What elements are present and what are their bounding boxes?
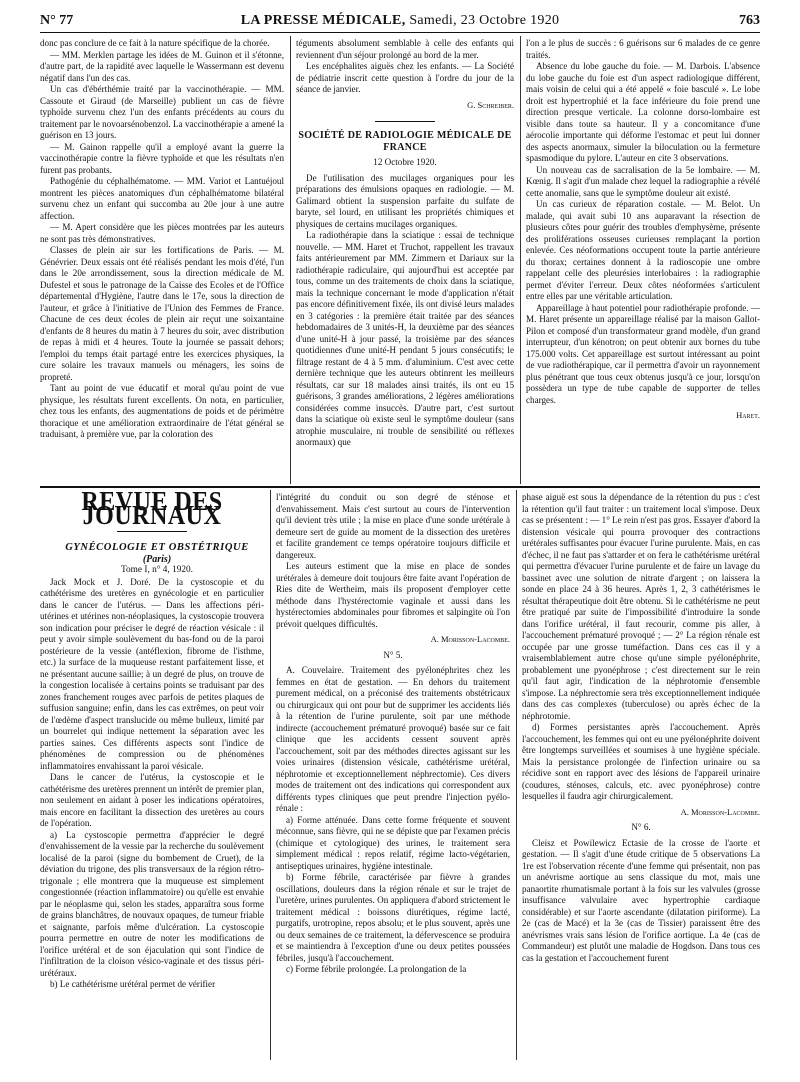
- paragraph: De l'utilisation des mucilages organiques pour les préparations des émulsions opaques en radiologie. — M. Galimard obtient la suspension parfaite du sulfate de baryte, sel lourd, en utilisant les propriétés chimiques et physiques de certains mucilages organiques.: [296, 172, 514, 229]
- paragraph: b) Le cathétérisme urétéral permet de vérifier: [50, 979, 216, 989]
- bottom-column-1: [40, 492, 264, 1066]
- paragraph: La radiothérapie dans la sciatique : essai de technique nouvelle. — MM. Haret et Truchot, rappellent les travaux faits antérieurement par MM. Zimmern et Dariaux sur la radiothérapie radiculaire, qui aujourd'hui est acceptée par tous, comme un des traitements de choix dans la sciatique, mais la technique concernant le mode d'application n'était pas encore définitivement fixée, ils ont divisé leurs malades en 3 catégories : la première était traitée par des séances hebdomadaires de 3 unités-H, la deuxième par des séances d'une unité-H à jour passé, la troisième par des séances quotidiennes d'une unité-H pendant 5 jours consécutifs; le filtrage restant de 4 à 5 mm. d'aluminium. C'est avec cette dernière technique que les auteurs obtinrent les meilleurs résultats, car sur 18 malades ainsi traités, ils ont eu 15 guérisons, 3 grandes améliorations, 2 légères améliorations considérées comme insuccès. D'autre part, c'est surtout dans la sciatique où existe seul le symptôme douleur (sans atrophie musculaire, ni trouble de sensibilité ou réflexes anormaux) que: [296, 230, 514, 447]
- paragraph: a) La cystoscopie permettra d'apprécier le degré d'envahissement de la vessie par la recherche du soulèvement localisé de la paroi (signe du bombement de Cruet), de la déviation du trigone, des plis transversaux de la région rétro-trigonale ; elle montrera que la muqueuse est simplement congestionnée (réaction inflammatoire) ou qu'elle est envahie par le néoplasme qui, selon les stades, apparaîtra sous forme de grains blanchâtres, de nouvaux opaques, de tumeur friable et saignante, parfois même d'ulcération. La cystoscopie pourra permettre en outre de noter les modifications de l'orifice urétéral et de son éjaculation qui sont l'indice de l'infiltration de la cloison vésico-vaginale et des tissus péri-urétéraux.: [40, 829, 264, 978]
- paragraph: — M. Gainon rappelle qu'il a employé avant la guerre la vaccinothérapie contre la fièvre typhoïde et que les résultats n'en furent pas probants.: [40, 141, 284, 175]
- bottom-column-3: [522, 492, 760, 1066]
- section-heading: SOCIÉTÉ DE RADIOLOGIE MÉDICALE DE FRANCE: [298, 130, 512, 153]
- paragraph: Appareillage à haut potentiel pour radiothérapie profonde. — M. Haret présente un appareillage réalisé par la maison Gallot-Pilon et composé d'un transformateur grand modèle, d'un grand interrupteur, d'un kénotron; on peut obtenir aux bornes du tube 175.000 volts. Cet appareillage est surtout intéressant au point de vue radiothérapique, car il permettra d'avoir un rayonnement plus pénétrant que tous ceux obtenus jusqu'à ce jour, lorsqu'on possèdera un type de tube capable de supporter de telles charges.: [526, 302, 760, 405]
- top-column-1: [40, 38, 284, 484]
- paragraph: l'intégrité du conduit ou son degré de sténose et d'envahissement. Mais c'est surtout au cours de l'intervention qu'il devient très utile ; la mise en place d'une sonde urétérale à demeure sert de guide au moment de la dissection des uretères et facilite grandement ce temps opératoire toujours difficile et dangereux.: [276, 492, 510, 560]
- paragraph: Classes de plein air sur les fortifications de Paris. — M. Génévrier. Deux essais ont été réalisés pendant les mois d'été, l'un dans le 20e arrondissement, sous la direction médicale de M. Dufestel et sous le patronage de la Caisse des Ecoles et de l'Office départemental d'Hygiène, l'autre dans le 17e, sous la direction de l'auteur, et grâce à l'initiative de l'Union des Femmes de France. Chacune de ces deux écoles de plein air reçut une soixantaine d'enfants de 8 heures du matin à 7 heures du soir, avec distribution de repas à midi et 4 heures. Toute la journée se passait dehors; l'emploi du temps était partagé entre les exercices physiques, la cure solaire les travaux manuels ou ménagers, les soins de propreté.: [40, 245, 284, 382]
- issue-number: N° 77: [40, 13, 74, 28]
- session-date: 12 Octobre 1920.: [373, 157, 437, 167]
- page-number: 763: [739, 13, 760, 28]
- paragraph: c) Forme fébrile prolongée. La prolongation de la: [286, 964, 467, 974]
- bottom-column-2: [276, 492, 510, 1066]
- journal-section: GYNÉCOLOGIE ET OBSTÉTRIQUE: [65, 542, 249, 553]
- paragraph: donc pas conclure de ce fait à la nature spécifique de la chorée.: [40, 38, 270, 48]
- paragraph: Les encéphalites aiguës chez les enfants. — La Société de pédiatrie inscrit cette question à l'ordre du jour de la séance de janvier.: [296, 61, 514, 94]
- paragraph: Cleisz et Powilewicz Ectasie de la crosse de l'aorte et gestation. — Il s'agit d'une étude critique de 5 observations La 1re est l'observation récente d'une femme qui présentait, non pas un anévrisme aortique au sens classique du mot, mais une panaortite rhumatismale portant à la fois sur les valvules (grosse insuffisance valvulaire avec hypertrophie cardiaque considérable) et sur l'aorte ascendante (dilatation piriforme). La 2e (cas de Macé) et la 3e (cas de Tissier) paraissent être des anévrismes vrais sans lésion de l'orifice aortique. La 4e (cas de Commandeur) est plutôt une maladie de Hogdson. Dans tous ces cas la gestation et l'accouchement furent: [522, 837, 760, 963]
- paragraph: Un nouveau cas de sacralisation de la 5e lombaire. — M. Kœnig. Il s'agit d'un malade chez lequel la radiographie a révélé cette anomalie, sans que le symptôme douleur ait existé.: [526, 164, 760, 198]
- paragraph: — MM. Merklen partage les idées de M. Guinon et il s'étonne, d'autre part, de la rapidité avec laquelle le Wassermann est devenu négatif dans l'un des cas.: [40, 49, 284, 83]
- signature: A. Morisson-Lacombe.: [680, 806, 760, 817]
- column-rule: [270, 490, 271, 1060]
- journal-name: LA PRESSE MÉDICALE,: [240, 13, 406, 28]
- masthead: [40, 13, 760, 29]
- paragraph: Les auteurs estiment que la mise en place de sondes urétérales à demeure doit toujours être faite avant l'opération de Ries dite de Wertheim, mais ils proposent d'employer cette méthode dans l'hystérectomie vaginale et aussi dans les hystérectomies abdominales pour fibromes et salpingite où l'on prévoit quelques difficultés.: [276, 561, 510, 629]
- column-rule: [516, 490, 517, 1060]
- paragraph: téguments absolument semblable à celle des enfants qui reviennent d'un séjour prolongé au bord de la mer.: [296, 38, 514, 60]
- signature: A. Morisson-Lacombe.: [430, 634, 510, 644]
- paragraph: A. Couvelaire. Traitement des pyélonéphrites chez les femmes en état de gestation. — En dehors du traitement purement médical, on a préconisé des traitements obstétricaux ou chirurgicaux qui ont pour but de supprimer les accidents liés à la rétention de l'urine purulente, soit par une méthode indirecte (accouchement prématuré provoqué) basée sur ce fait clinique que les accidents cessent souvent après l'accouchement, soit par des méthodes directes agissant sur les voies urinaires (distension vésicale, cathétérisme urétéral, néphrotomie et exceptionnellement néphrectomie). Ces divers modes de traitement ont des indications qui correspondent aux différents types cliniques que peut prendre l'injection pyélo-rénale :: [276, 665, 510, 813]
- paragraph: b) Forme fébrile, caractérisée par fièvre à grandes oscillations, douleurs dans la région rénale et sur le trajet de l'uretère, urines purulentes. On appliquera d'abord strictement le traitement médical : boissons diurétiques, régime lacté, purgatifs, urotropine, repos absolu; et le plus souvent, après une ou deux semaines de ce traitement, la défervescence se produira et se maintiendra à l'exception d'une ou deux petites poussées fébriles, jusqu'à l'accouchement.: [276, 872, 510, 963]
- paragraph: Absence du lobe gauche du foie. — M. Darbois. L'absence du lobe gauche du foie est d'un aspect radiologique différent, mais voisin de celui qui a été appelé « foie basculé ». Le lobe droit est hypertrophié et la face inférieure du foie prend une direction presque verticale. La colonne dorso-lombaire est visible dans toute sa hauteur. Il y a concomitance d'une aérocolie importante qui déforme l'estomac et peut lui donner des aspects anormaux, simuler la biloculation ou la fermeture spasmodique du pylore. L'auteur en cite 3 observations.: [526, 61, 760, 163]
- paragraph: d) Formes persistantes après l'accouchement. Après l'accouchement, les femmes qui ont eu une pyélonéphrite doivent être longtemps surveillées et soumises à une hygiène spéciale. Mais la persistance prolongée de l'infection urinaire ou sa récidive sont en rapport avec des lésions de l'appareil urinaire (coudures, sténoses, calculs, etc. avec pyonéphrose) contre lesquelles il faudra agir chirurgicalement.: [522, 722, 760, 801]
- revue-title: REVUE DES JOURNAUX: [81, 492, 223, 531]
- section-divider: [375, 121, 435, 122]
- signature: G. Schreiber.: [467, 99, 514, 110]
- journal-number: N° 5.: [383, 649, 403, 660]
- title-divider: [117, 531, 187, 532]
- paragraph: Jack Mock et J. Doré. De la cystoscopie et du cathétérisme des uretères en gynécologie et en particulier dans le cancer de l'utérus. — Dans les affections péri-utérines et utérines non-néoplasiques, la cystoscopie trouvera son indication pour préciser le degré de réaction vésicale : il peut y avoir simple soulèvement du bas-fond ou de la paroi postérieure de la vessie (antéflexion, fibrome de l'isthme, etc.) la surface de la muqueuse restant parfaitement lisse, et ne présentant aucune saillie; à un degré de plus, on trouve de la congestion localisée à certains points se traduisant par des zones franchement rouges avec parfois de petites plaques de suffusion sanguine; enfin, dans les cas extrêmes, on peut voir de l'œdème d'aspect translucide ou même bulleux, limité par un bourrelet qui indique nettement la séparation avec les parties saines. Ces différents aspects sont l'indice de phénomènes de compression ou de phénomènes inflammatoires envahissant la paroi vésicale.: [40, 576, 264, 771]
- top-column-3: [526, 38, 760, 484]
- page-header: [40, 10, 760, 33]
- signature: Haret.: [736, 410, 760, 420]
- journal-city: (Paris): [142, 553, 172, 565]
- paragraph: Tant au point de vue éducatif et moral qu'au point de vue physique, les résultats furent excellents. On nota, en particulier, chez tous les enfants, des augmentations de poids et de périmètre thoracique et une amélioration extraordinaire de l'état général se traduisant, à première vue, par la coloration des: [40, 383, 284, 439]
- tome-reference: Tome I, n° 4, 1920.: [120, 565, 193, 575]
- paragraph: Un cas d'ébérthémie traité par la vaccinothérapie. — MM. Cassoute et Giraud (de Marseille) publient un cas de fièvre typhoïde survenu chez l'un des enfants précédents au cours du traitement par le novoarsénobenzol. La vaccinothérapie a amené la guérison en 13 jours.: [40, 84, 284, 140]
- column-rule: [520, 36, 521, 484]
- paragraph: phase aiguë est sous la dépendance de la rétention du pus : c'est la rétention qu'il faut traiter : un traitement local s'impose. Deux cas se présentent : — 1° Le rein n'est pas gros. Essayer d'abord la distension vésicale qui pourra provoquer des contractions urétérales suffisantes pour évacuer l'urine purulente. Mais, en cas d'échec, il ne faut pas s'attarder et on fera le cathétérisme urétéral qui permettra d'évacuer l'urine purulente et de faire un lavage du bassinet avec une solution de nitrate d'argent ; on laissera la sonde en place 24 à 36 heures. Après 1, 2, 3 cathétérismes le résultat thérapeutique doit être obtenu. Si le cathétérisme ne peut être pratiqué par suite de l'impossibilité d'introduire la sonde dans l'orifice urétéral, il faut recourir, comme pis aller, à l'accouchement prématuré provoqué ; — 2° La région rénale est occupée par une grosse tuméfaction. Dans ces cas il y a vraisemblablement autre chose qu'une simple pyélonéphrite, probablement une pyonéphrose ; c'est directement sur le rein qu'il faut agir, l'indication de la néphrotomie d'ensemble s'impose. La néphrectomie sera très exceptionnellement indiquée dans des cas complexes (tuberculose) ou après échec de la néphrotomie.: [522, 492, 760, 721]
- paragraph: — M. Apert considère que les pièces montrées par les auteurs ne sont pas très démonstratives.: [40, 222, 284, 244]
- section-rule: [40, 486, 760, 488]
- column-rule: [290, 36, 291, 484]
- paragraph: l'on a le plus de succès : 6 guérisons sur 6 malades de ce genre traités.: [526, 38, 760, 60]
- paragraph: a) Forme atténuée. Dans cette forme fréquente et souvent méconnue, sans fièvre, qui ne se dépiste que par l'examen précis (chimique et cytologique) des urines, le traitement sera simplement médical : repos relatif, régime lacto-végétarien, antiseptiques urinaires, hygiène intestinale.: [276, 814, 510, 871]
- journal-number: N° 6.: [631, 822, 651, 832]
- paragraph: Dans le cancer de l'utérus, la cystoscopie et le cathétérisme des uretères prennent un intérêt de premier plan, non seulement en aidant à poser les indications opératoires, mais encore en facilitant la dissection des uretères au cours de l'opération.: [40, 772, 264, 828]
- paragraph: Un cas curieux de réparation costale. — M. Belot. Un malade, qui avait subi 10 ans auparavant la résection de plusieurs côtes pour guérir des troubles d'emphysème, présente des proliférations osseuses curieuses remplaçant la portion enlevée. Ces néoformations occupent toute la partie antérieure du thorax; certaines donnent à la radioscopie une ombre rappelant celle des pleurésies interlobaires : la radiographie permet d'éviter l'erreur. Deux côtes néoformées s'articulent entre elles par une véritable articulation.: [526, 199, 760, 301]
- issue-date: Samedi, 23 Octobre 1920: [409, 13, 560, 28]
- paragraph: Pathogénie du céphalhématome. — MM. Variot et Lantuéjoul montrent les pièces anatomiques d'un céphalhématome bilatéral survenu chez un enfant qui succomba au 20e jour à une autre affection.: [40, 176, 284, 221]
- top-column-2: [296, 38, 514, 484]
